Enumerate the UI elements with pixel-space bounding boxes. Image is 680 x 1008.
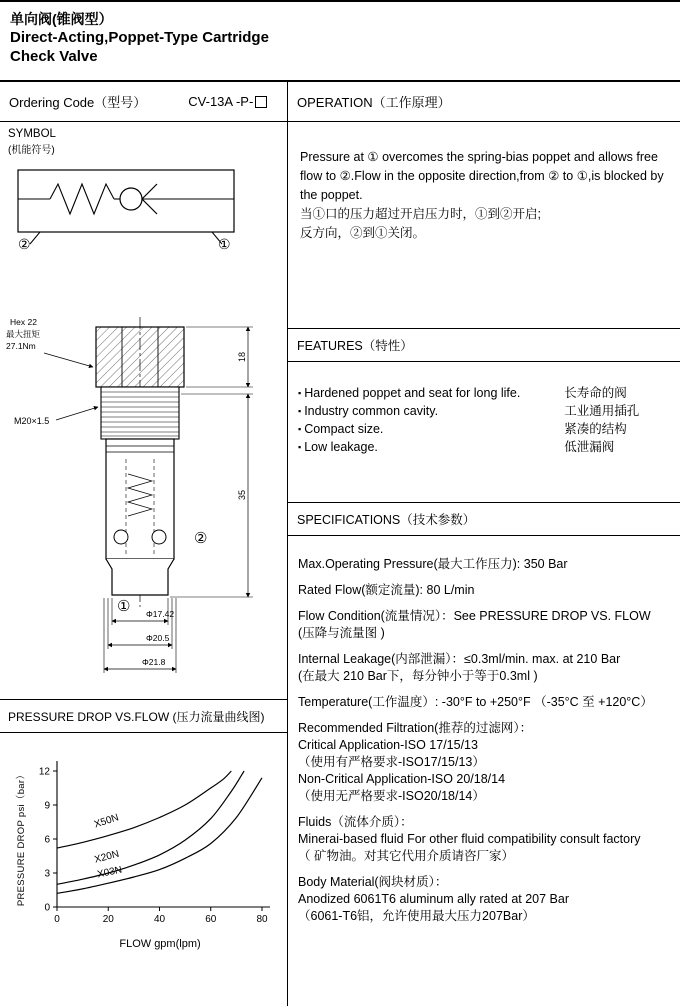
svg-text:9: 9 xyxy=(44,800,50,812)
specs-list xyxy=(288,536,680,925)
feature-text-zh: 低泄漏阀 xyxy=(564,440,615,454)
code-option-blank-box xyxy=(255,96,267,108)
svg-text:20: 20 xyxy=(102,914,114,925)
hex-leader-line xyxy=(44,353,93,367)
dia-20-5-text: Φ20.5 xyxy=(146,633,170,643)
spec-item xyxy=(298,608,670,642)
spec-line: Rated Flow(额定流量): 80 L/min xyxy=(298,583,475,597)
features-title: FEATURES（特性） xyxy=(297,339,413,353)
chart-x-axis-label: FLOW gpm(lpm) xyxy=(119,938,201,950)
feature-text-en: Industry common cavity. xyxy=(304,404,439,418)
curve-X20N xyxy=(57,771,244,884)
spec-item xyxy=(298,556,670,573)
spec-line: Temperature(工作温度）: -30°F to +250°F （-35°C 至 +120°C） xyxy=(298,695,653,709)
thread-size-label: M20×1.5 xyxy=(14,416,50,426)
spec-line: Anodized 6061T6 aluminum ally rated at 207 Bar xyxy=(298,892,569,906)
svg-text:6: 6 xyxy=(44,834,50,846)
square-bullet-icon: ▪ xyxy=(298,406,302,416)
spec-line: Max.Operating Pressure(最大工作压力): 350 Bar xyxy=(298,557,568,571)
page-header xyxy=(0,2,680,82)
symbol-port-2-label: ② xyxy=(18,236,31,252)
operation-text-zh-1: 当①口的压力超过开启压力时，①到②开启; xyxy=(300,207,541,221)
svg-text:12: 12 xyxy=(38,766,50,778)
svg-text:80: 80 xyxy=(256,914,268,925)
spec-item xyxy=(298,582,670,599)
feature-text-en: Hardened poppet and seat for long life. xyxy=(304,386,521,400)
chart-title: PRESSURE DROP VS.FLOW (压力流量曲线图) xyxy=(8,709,265,724)
features-section-header xyxy=(288,329,680,362)
hex-head xyxy=(96,327,184,387)
svg-text:3: 3 xyxy=(44,868,50,880)
ordering-code-label: Ordering Code（型号） xyxy=(9,95,147,110)
specifications-title: SPECIFICATIONS（技术参数） xyxy=(297,513,476,527)
feature-item xyxy=(298,384,672,402)
operation-title: OPERATION（工作原理） xyxy=(297,95,451,110)
cross-hole-right xyxy=(152,530,166,544)
spec-line: Fluids（流体介质）： xyxy=(298,815,413,829)
spec-line: （使用有严格要求-ISO17/15/13） xyxy=(298,755,485,769)
drawing-port-1-label: ① xyxy=(117,598,131,615)
feature-text-zh: 紧凑的结构 xyxy=(564,422,627,436)
title-english-line2: Check Valve xyxy=(10,48,98,65)
symbol-title: SYMBOL xyxy=(8,128,56,140)
spec-item xyxy=(298,694,670,711)
drawing-port-2-label: ② xyxy=(194,530,208,547)
spec-line: Non-Critical Application-ISO 20/18/14 xyxy=(298,772,506,786)
thread-section xyxy=(101,387,179,439)
feature-text-en: Compact size. xyxy=(304,422,384,436)
feature-text-en: Low leakage. xyxy=(304,440,378,454)
svg-text:0: 0 xyxy=(44,902,50,914)
spec-line: (压降与流量图 ) xyxy=(298,626,385,640)
svg-text:60: 60 xyxy=(205,914,217,925)
cartridge-drawing-section xyxy=(0,309,287,699)
dim-35-text: 35 xyxy=(237,489,247,501)
right-column xyxy=(288,82,680,1006)
square-bullet-icon: ▪ xyxy=(298,442,302,452)
square-bullet-icon: ▪ xyxy=(298,388,302,398)
spec-line: Flow Condition(流量情况）：See PRESSURE DROP VS. FLOW xyxy=(298,609,651,623)
spec-item xyxy=(298,651,670,685)
operation-text-zh-2: 反方向，②到①关闭。 xyxy=(300,226,426,240)
spec-line: Minerai-based fluid For other fluid compatibility consult factory xyxy=(298,832,641,846)
max-torque-value: 27.1Nm xyxy=(6,341,36,351)
square-bullet-icon: ▪ xyxy=(298,424,302,434)
curve-label-X20N: X20N xyxy=(93,848,121,866)
spec-item xyxy=(298,874,670,925)
hydraulic-symbol-diagram xyxy=(14,166,264,252)
model-code: CV-13A -P- xyxy=(188,94,254,109)
ordering-code-value xyxy=(188,94,267,109)
spec-line: Critical Application-ISO 17/15/13 xyxy=(298,738,478,752)
feature-item xyxy=(298,402,672,420)
spec-line: （ 矿物油。对其它代用介质请咨厂家） xyxy=(298,849,514,863)
spec-line: （使用无严格要求-ISO20/18/14） xyxy=(298,789,485,803)
title-chinese: 单向阀(锥阀型） xyxy=(10,11,113,27)
dia-17-42-text: Φ17.42 xyxy=(146,609,175,619)
hex-size-label: Hex 22 xyxy=(10,317,37,327)
curve-X50N xyxy=(57,771,231,848)
symbol-section xyxy=(0,122,287,309)
svg-text:0: 0 xyxy=(54,914,60,925)
ordering-code-row xyxy=(0,82,287,122)
spring-symbol xyxy=(50,184,114,214)
features-list xyxy=(288,362,680,503)
spec-line: Internal Leakage(内部泄漏）：≤0.3ml/min. max. at 210 Bar xyxy=(298,652,621,666)
curve-label-X50N: X50N xyxy=(92,812,121,831)
spec-line: Recommended Filtration(推荐的过滤网）： xyxy=(298,721,533,735)
svg-text:40: 40 xyxy=(153,914,166,925)
left-column xyxy=(0,82,288,1006)
chart-y-axis-label: PRESSURE DROP psi（bar） xyxy=(16,769,27,907)
chart-section xyxy=(0,733,287,1006)
curve-label-X03N: X03N xyxy=(96,864,124,881)
spec-item xyxy=(298,720,670,805)
specifications-section-header xyxy=(288,503,680,536)
pressure-drop-flow-chart xyxy=(8,743,284,943)
dia-21-8-text: Φ21.8 xyxy=(142,657,166,667)
title-english-line1: Direct-Acting,Poppet-Type Cartridge xyxy=(10,29,269,46)
operation-section-header xyxy=(288,82,680,122)
feature-item xyxy=(298,438,672,456)
curve-X03N xyxy=(57,778,262,894)
operation-body xyxy=(288,122,680,329)
valve-seat-symbol xyxy=(142,184,157,199)
cross-hole-left xyxy=(114,530,128,544)
poppet-ball-symbol xyxy=(120,188,142,210)
spec-item xyxy=(298,814,670,865)
cartridge-cross-section-drawing xyxy=(0,309,288,699)
feature-item xyxy=(298,420,672,438)
valve-nose xyxy=(106,559,174,595)
thread-leader-line xyxy=(56,407,98,420)
max-torque-label-zh: 最大扭矩 xyxy=(6,329,41,339)
spec-line: （6061-T6铝，允许使用最大压力207Bar） xyxy=(298,909,535,923)
spec-line: (在最大 210 Bar下，每分钟小于等于0.3ml ) xyxy=(298,669,538,683)
operation-text-en: Pressure at ① overcomes the spring-bias poppet and allows free flow to ②.Flow in the opposite direction,from ② to ①,is blocked by the poppet. xyxy=(300,150,664,202)
dim-18-text: 18 xyxy=(237,351,247,363)
symbol-subtitle: (机能符号) xyxy=(8,145,55,156)
spec-line: Body Material(阀块材质）： xyxy=(298,875,448,889)
feature-text-zh: 长寿命的阀 xyxy=(564,386,627,400)
symbol-port-1-label: ① xyxy=(218,236,231,252)
feature-text-zh: 工业通用插孔 xyxy=(564,404,640,418)
chart-section-header xyxy=(0,699,287,733)
